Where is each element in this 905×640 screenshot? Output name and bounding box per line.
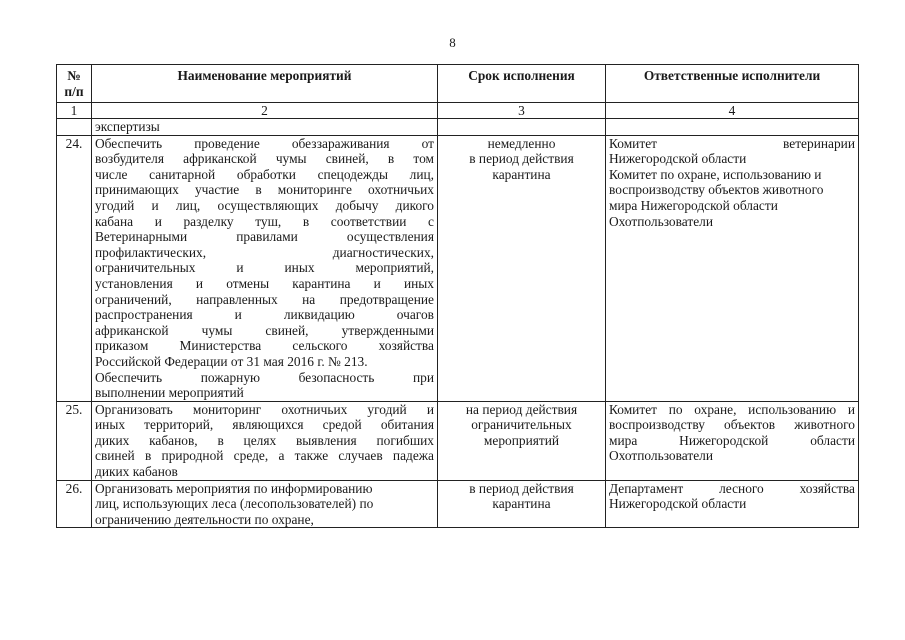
cell-line: Российской Федерации от 31 мая 2016 г. № 213. xyxy=(95,353,368,369)
cell-line: карантина xyxy=(492,496,551,512)
cell-line: карантина xyxy=(492,166,551,182)
page-number: 8 xyxy=(449,35,456,50)
row-term xyxy=(438,119,606,136)
column-number-row xyxy=(57,103,859,119)
cell-line: мира Нижегородской области xyxy=(609,197,778,213)
cell-line: Нижегородской области xyxy=(609,496,747,512)
cell-line: диких кабанов xyxy=(95,464,178,480)
cell-line: Департамент лесного хозяйства xyxy=(609,480,855,496)
row-term xyxy=(438,480,606,528)
row-term xyxy=(438,135,606,401)
row-num xyxy=(57,119,92,136)
cell-line: Нижегородской области xyxy=(609,151,747,167)
header-num-line: п/п xyxy=(64,83,84,99)
cell-line: мероприятий xyxy=(483,432,560,448)
cell-line: Обеспечить пожарную безопасность при xyxy=(95,369,434,385)
row-resp xyxy=(606,480,859,528)
cell-line: принимающих участие в мониторинге охотничьих xyxy=(95,182,434,198)
row-name: экспертизы xyxy=(92,119,438,136)
header-name: Наименование мероприятий xyxy=(92,65,438,103)
column-number: 1 xyxy=(57,103,92,119)
header-num xyxy=(57,65,92,103)
column-number: 4 xyxy=(606,103,859,119)
cell-line: свиней в природной среде, а также случаев падежа xyxy=(95,448,434,464)
header-resp: Ответственные исполнители xyxy=(606,65,859,103)
header-term: Срок исполнения xyxy=(438,65,606,103)
cell-line: немедленно xyxy=(487,135,556,151)
cell-line: Обеспечить проведение обеззараживания от xyxy=(95,135,434,151)
cell-line: Комитет ветеринарии xyxy=(609,135,855,151)
cell-line: ограничительных и иных мероприятий, xyxy=(95,260,434,276)
cell-line: ограничению деятельности по охране, xyxy=(95,511,314,527)
table-row xyxy=(57,135,859,401)
cell-line: в период действия xyxy=(469,151,574,167)
table-row-continuation xyxy=(57,119,859,136)
cell-line: профилактических, диагностических, xyxy=(95,244,434,260)
cell-line: иных территорий, являющихся средой обитания xyxy=(95,417,434,433)
cell-line: диких кабанов, в целях выявления погибших xyxy=(95,432,434,448)
column-number: 3 xyxy=(438,103,606,119)
cell-line: Охотпользователи xyxy=(609,448,713,464)
cell-line: африканской чумы свиней, утвержденными xyxy=(95,322,434,338)
cell-line: приказом Министерства сельского хозяйства xyxy=(95,338,434,354)
row-term xyxy=(438,401,606,480)
row-name xyxy=(92,135,438,401)
cell-line: выполнении мероприятий xyxy=(95,385,244,401)
cell-line: на период действия xyxy=(465,401,578,417)
cell-line: кабана и разделку туш, в соответствии с xyxy=(95,213,434,229)
cell-line: воспроизводству объектов животного xyxy=(609,417,855,433)
cell-line: ограничительных xyxy=(471,417,572,433)
cell-line: Ветеринарными правилами осуществления xyxy=(95,229,434,245)
cell-line: воспроизводству объектов животного xyxy=(609,182,824,198)
row-name xyxy=(92,401,438,480)
header-num-line: № xyxy=(67,68,81,83)
table-header-row xyxy=(57,65,859,103)
row-name xyxy=(92,480,438,528)
cell-line: Организовать мероприятия по информированию xyxy=(95,480,373,496)
table-row xyxy=(57,480,859,528)
cell-line: угодий и лиц, осуществляющих добычу дикого xyxy=(95,197,434,213)
cell-line: лиц, использующих леса (лесопользователей) по xyxy=(95,496,374,512)
row-resp xyxy=(606,135,859,401)
measures-table xyxy=(56,64,859,528)
cell-line: возбудителя африканской чумы свиней, в том xyxy=(95,151,434,167)
cell-line: Охотпользователи xyxy=(609,213,713,229)
cell-line: в период действия xyxy=(469,480,574,496)
row-resp xyxy=(606,401,859,480)
row-resp xyxy=(606,119,859,136)
table-row xyxy=(57,401,859,480)
cell-line: ограничений, направленных на предотвращение xyxy=(95,291,434,307)
cell-line: числе санитарной обработки спецодежды лиц, xyxy=(95,166,434,182)
cell-line: Организовать мониторинг охотничьих угодий и xyxy=(95,401,434,417)
cell-line: мира Нижегородской области xyxy=(609,432,855,448)
row-num: 25. xyxy=(57,401,92,480)
row-num: 26. xyxy=(57,480,92,528)
row-num: 24. xyxy=(57,135,92,401)
cell-line: Комитет по охране, использованию и xyxy=(609,166,822,182)
cell-line: Комитет по охране, использованию и xyxy=(609,401,855,417)
column-number: 2 xyxy=(92,103,438,119)
cell-line: распространения и ликвидацию очагов xyxy=(95,307,434,323)
cell-line: установления и отмены карантина и иных xyxy=(95,275,434,291)
